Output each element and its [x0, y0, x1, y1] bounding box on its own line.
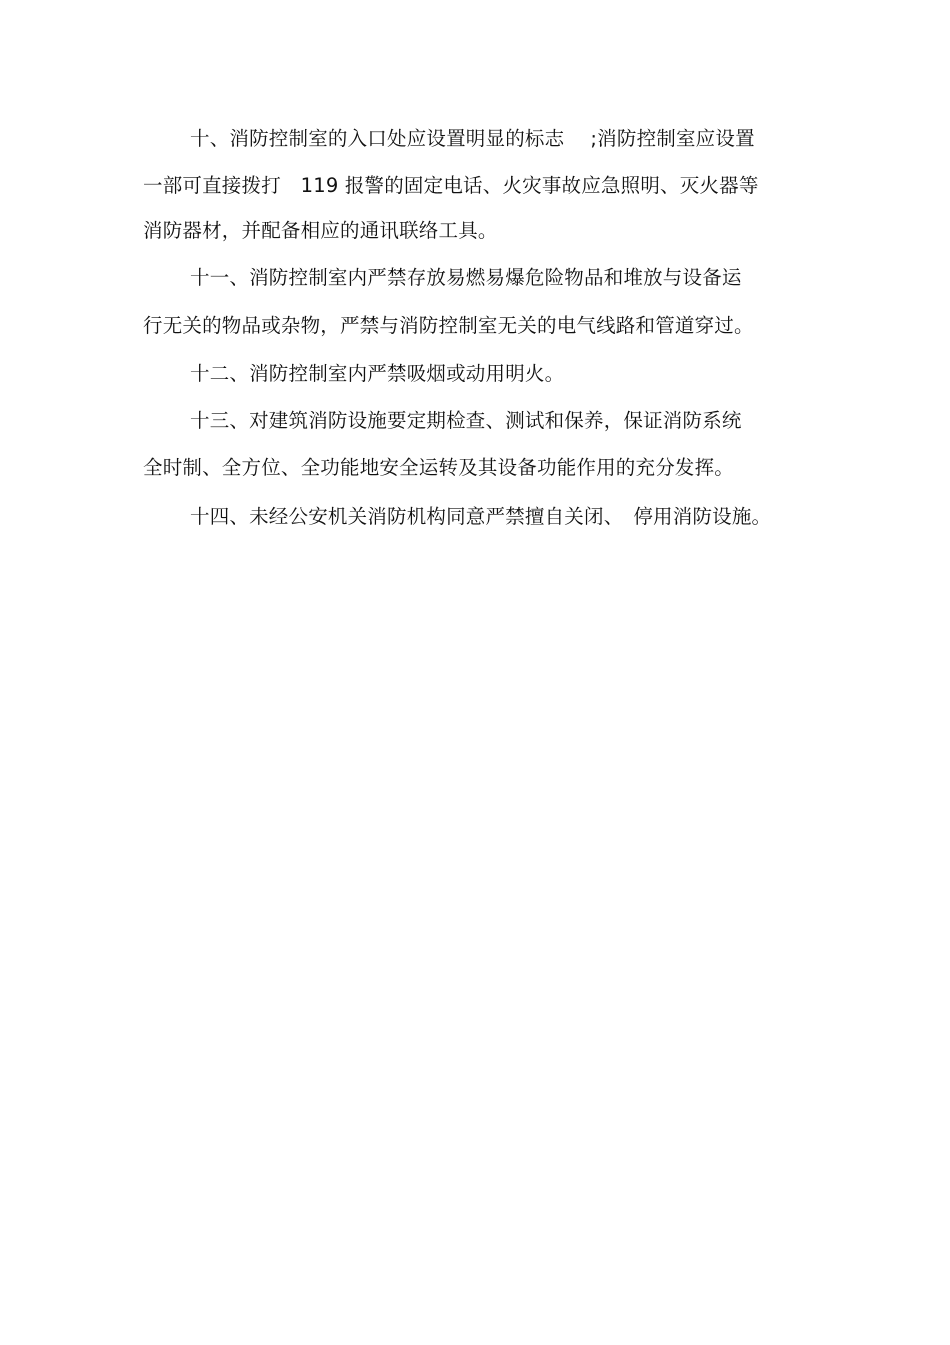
rule-12-line-1: 十二、消防控制室内严禁吸烟或动用明火。	[190, 362, 565, 385]
rule-10-line-1: 十、消防控制室的入口处应设置明显的标志 ;消防控制室应设置	[190, 127, 755, 150]
rule-13-line-2: 全时制、全方位、全功能地安全运转及其设备功能作用的充分发挥。	[143, 456, 735, 479]
rule-11-line-1: 十一、消防控制室内严禁存放易燃易爆危险物品和堆放与设备运	[190, 266, 742, 289]
rule-11-line-2: 行无关的物品或杂物，严禁与消防控制室无关的电气线路和管道穿过。	[143, 314, 754, 337]
rule-13-line-1: 十三、对建筑消防设施要定期检查、测试和保养，保证消防系统	[190, 409, 742, 432]
rule-10-line-2: 一部可直接拨打 119 报警的固定电话、火灾事故应急照明、灭火器等	[143, 174, 759, 197]
rule-14-line-1: 十四、未经公安机关消防机构同意严禁擅自关闭、 停用消防设施。	[190, 505, 772, 528]
rule-10-line-3: 消防器材，并配备相应的通讯联络工具。	[143, 219, 498, 242]
